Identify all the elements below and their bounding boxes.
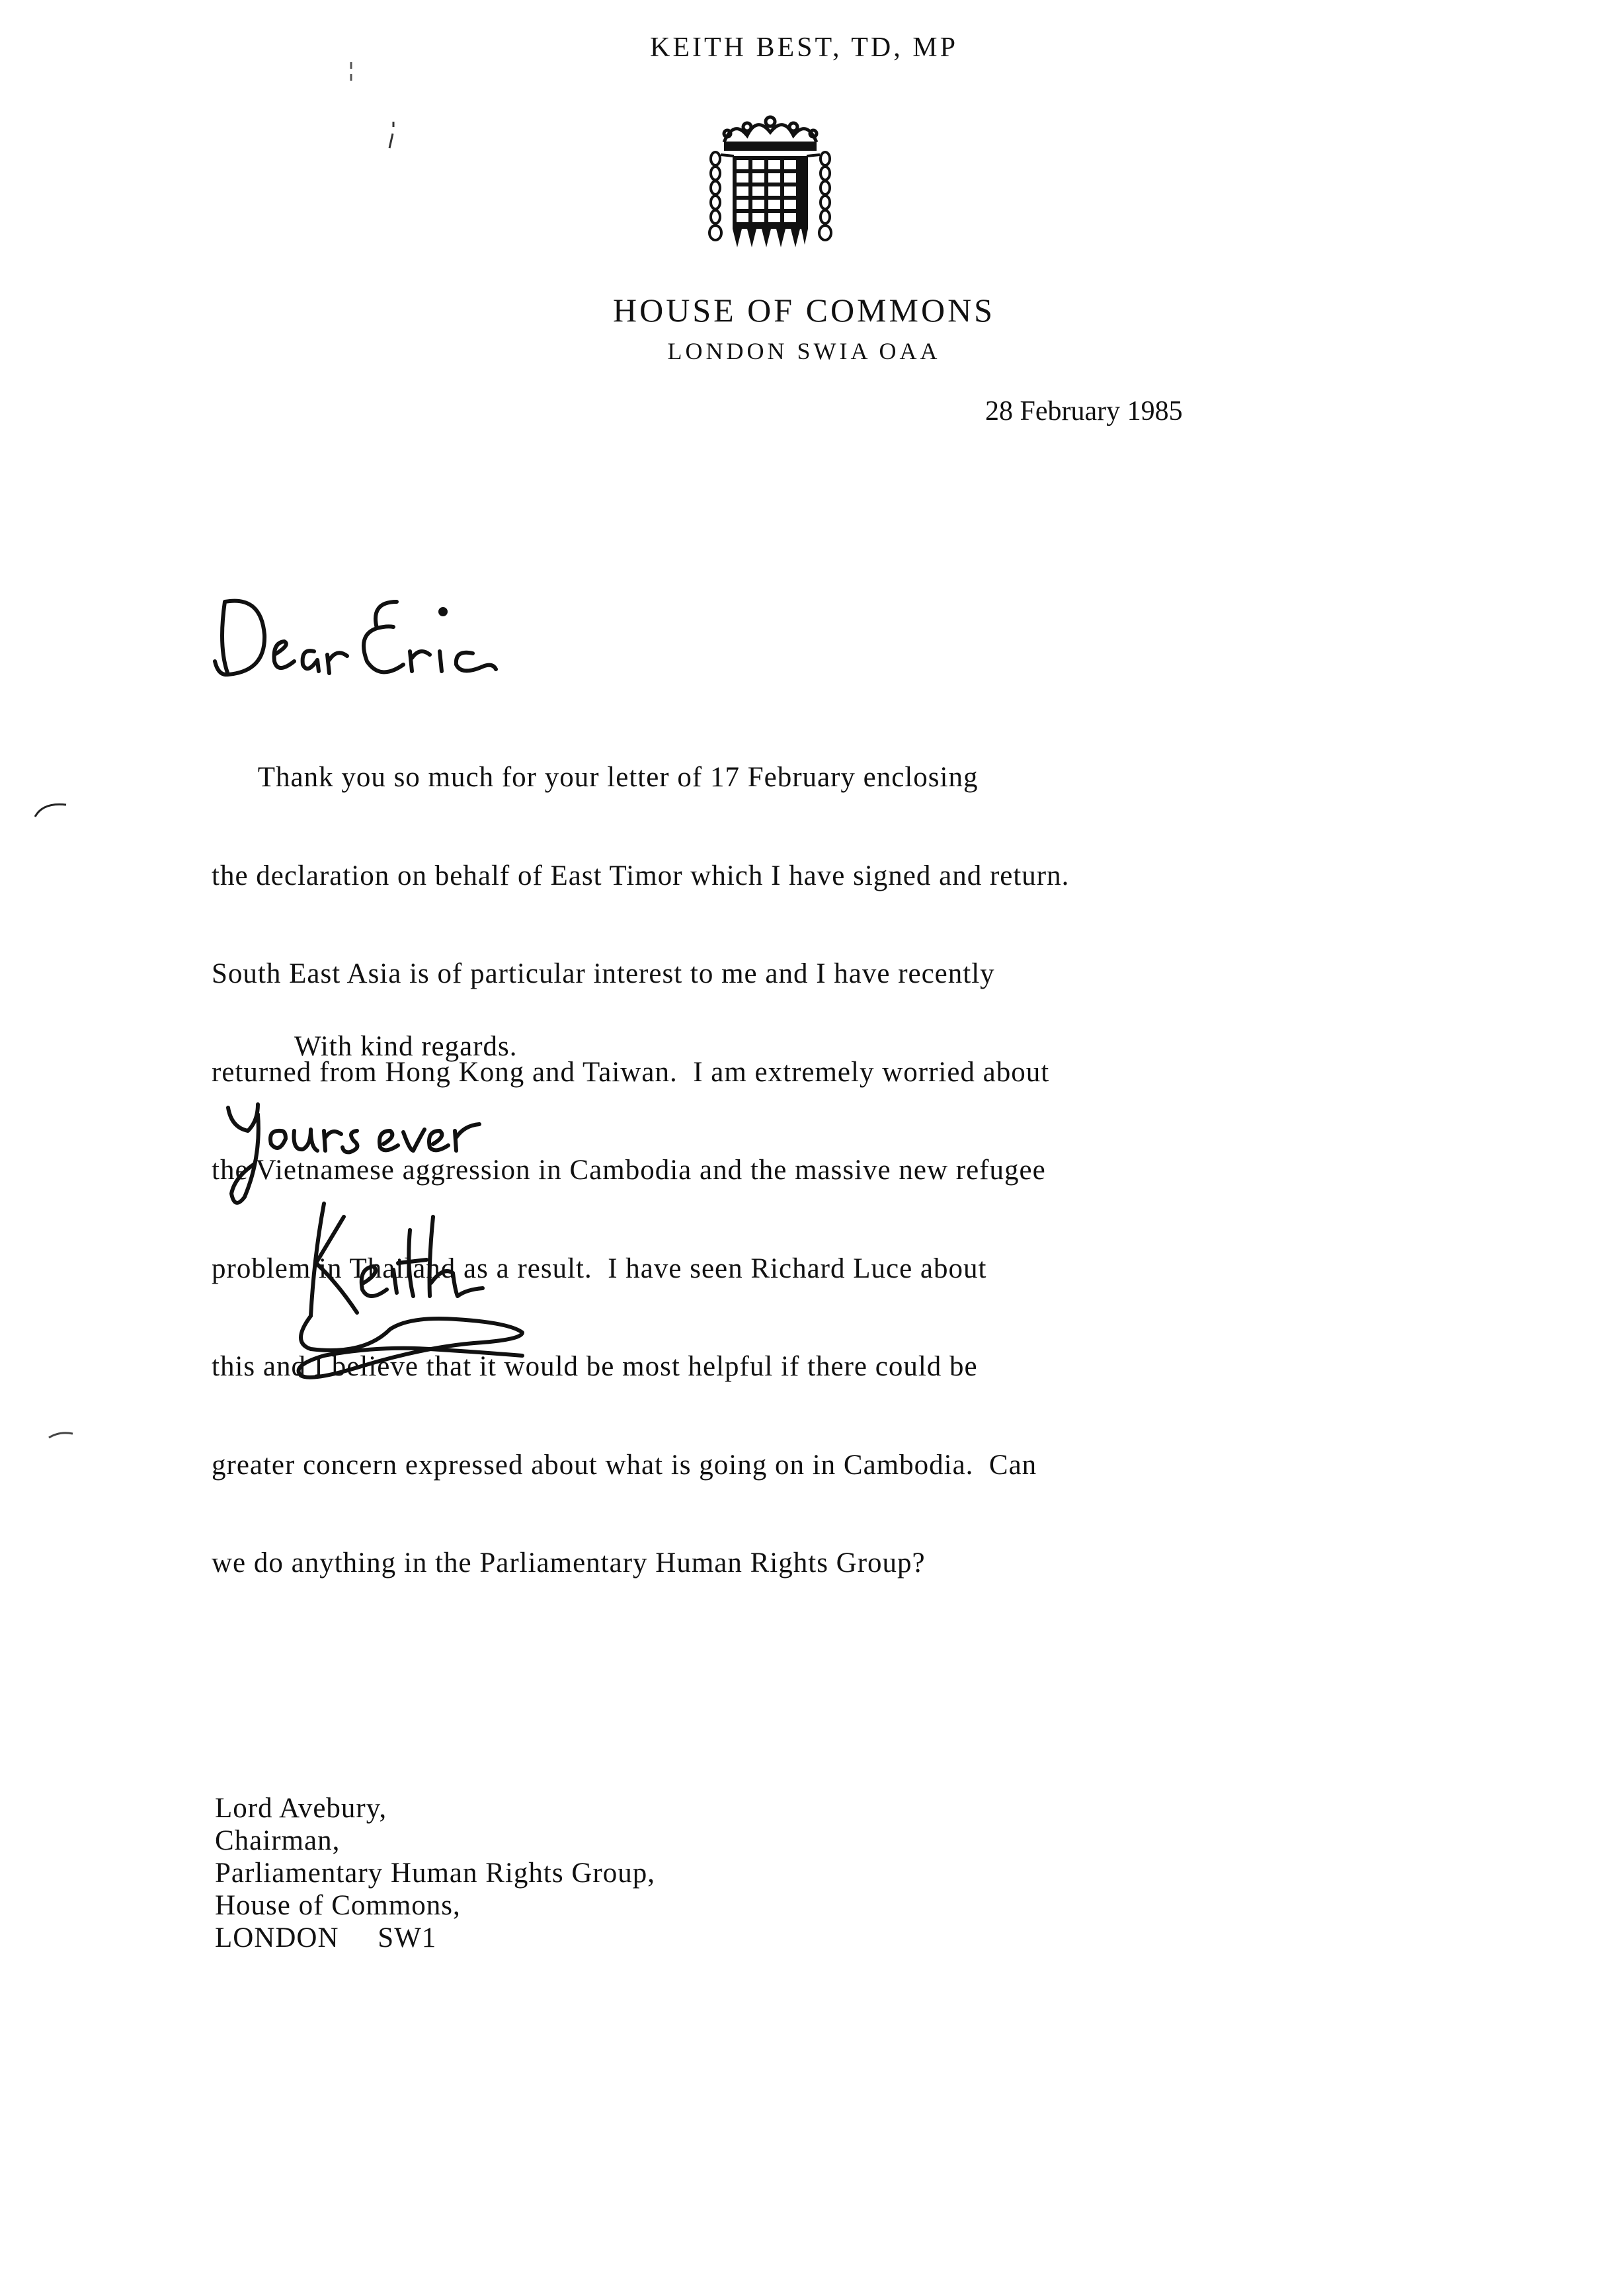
- body-line: the Vietnamese aggression in Cambodia and the massive new refugee: [212, 1155, 1046, 1186]
- portcullis-icon: [701, 112, 840, 265]
- body-line: South East Asia is of particular interest to me and I have recently: [212, 958, 995, 989]
- handwritten-salutation: [212, 582, 502, 688]
- body-line: Thank you so much for your letter of 17 February enclosing: [212, 762, 979, 793]
- recipient-line: LONDON SW1: [215, 1922, 437, 1953]
- body-line: we do anything in the Parliamentary Human Rights Group?: [212, 1547, 926, 1578]
- recipient-line: House of Commons,: [215, 1890, 461, 1921]
- body-line: greater concern expressed about what is going on in Cambodia. Can: [212, 1449, 1037, 1481]
- recipient-address: [215, 1792, 655, 1954]
- letterhead-address: LONDON SWIA OAA: [667, 338, 941, 364]
- body-line: this and I believe that it would be most helpful if there could be: [212, 1351, 978, 1382]
- letterhead-member-name: KEITH BEST, TD, MP: [650, 32, 958, 63]
- recipient-line: Chairman,: [215, 1825, 341, 1856]
- letterhead-institution: HOUSE OF COMMONS: [613, 292, 995, 329]
- handwritten-signature: [284, 1190, 562, 1402]
- letter-regards: With kind regards.: [294, 1031, 518, 1062]
- recipient-line: Parliamentary Human Rights Group,: [215, 1858, 655, 1889]
- recipient-line: Lord Avebury,: [215, 1793, 387, 1824]
- margin-mark: [30, 797, 69, 837]
- body-line: problem in Thailand as a result. I have seen Richard Luce about: [212, 1252, 987, 1284]
- letter-date: 28 February 1985: [985, 396, 1183, 427]
- margin-mark: [348, 61, 354, 87]
- margin-mark: [387, 119, 396, 152]
- body-line: the declaration on behalf of East Timor which I have signed and return.: [212, 860, 1070, 891]
- body-line: returned from Hong Kong and Taiwan. I am extremely worried about: [212, 1056, 1050, 1088]
- margin-mark: [48, 1428, 74, 1442]
